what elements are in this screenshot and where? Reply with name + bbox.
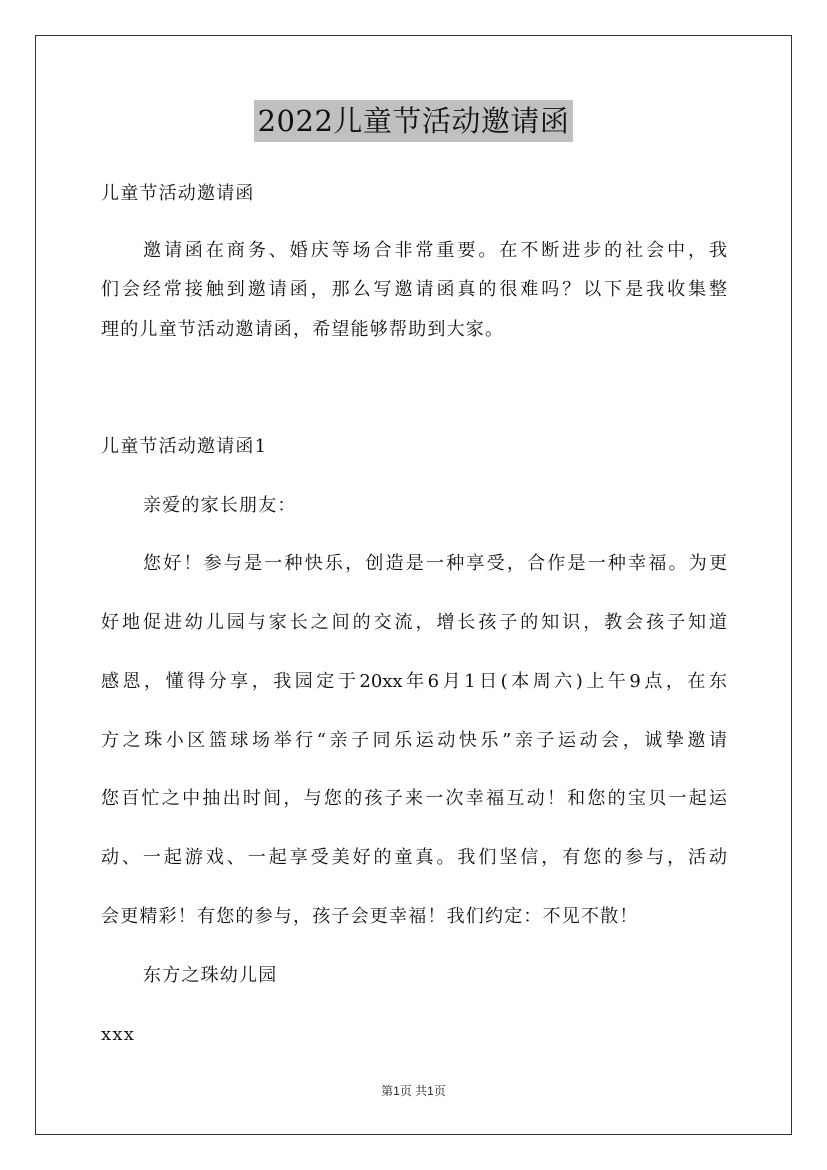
intro-line-1: 邀请函在商务、婚庆等场合非常重要。在不断进步的社会中，我 — [143, 240, 727, 262]
body-line-7: 会更精彩！有您的参与，孩子会更幸福！我们约定：不见不散！ — [101, 906, 639, 927]
intro-line-2: 们会经常接触到邀请函，那么写邀请函真的很难吗？以下是我收集整 — [101, 279, 727, 301]
page-number: 第1页 共1页 — [381, 1084, 446, 1098]
date: xxx — [101, 1023, 136, 1045]
page-footer — [0, 1083, 827, 1099]
body-line-5: 您百忙之中抽出时间，与您的孩子来一次幸福互动！和您的宝贝一起运 — [101, 788, 727, 810]
body-line-6: 动、一起游戏、一起享受美好的童真。我们坚信，有您的参与，活动 — [101, 847, 727, 869]
body-line-1: 您好！参与是一种快乐，创造是一种享受，合作是一种幸福。为更 — [143, 553, 727, 575]
body-line-3: 感恩，懂得分享，我园定于20xx年6月1日(本周六)上午9点，在东 — [101, 670, 727, 692]
title-container — [0, 100, 827, 142]
body-line-4: 方之珠小区篮球场举行“亲子同乐运动快乐”亲子运动会，诚挚邀请 — [101, 729, 727, 751]
document-heading: 儿童节活动邀请函 — [101, 183, 255, 204]
signature: 东方之珠幼儿园 — [143, 964, 278, 986]
document-body — [101, 174, 727, 1054]
document-title: 2022儿童节活动邀请函 — [254, 100, 574, 142]
greeting: 亲爱的家长朋友： — [143, 494, 297, 516]
intro-line-3: 理的儿童节活动邀请函，希望能够帮助到大家。 — [101, 318, 505, 340]
body-line-2: 好地促进幼儿园与家长之间的交流，增长孩子的知识，教会孩子知道 — [101, 612, 727, 634]
section-title: 儿童节活动邀请函1 — [101, 435, 268, 457]
